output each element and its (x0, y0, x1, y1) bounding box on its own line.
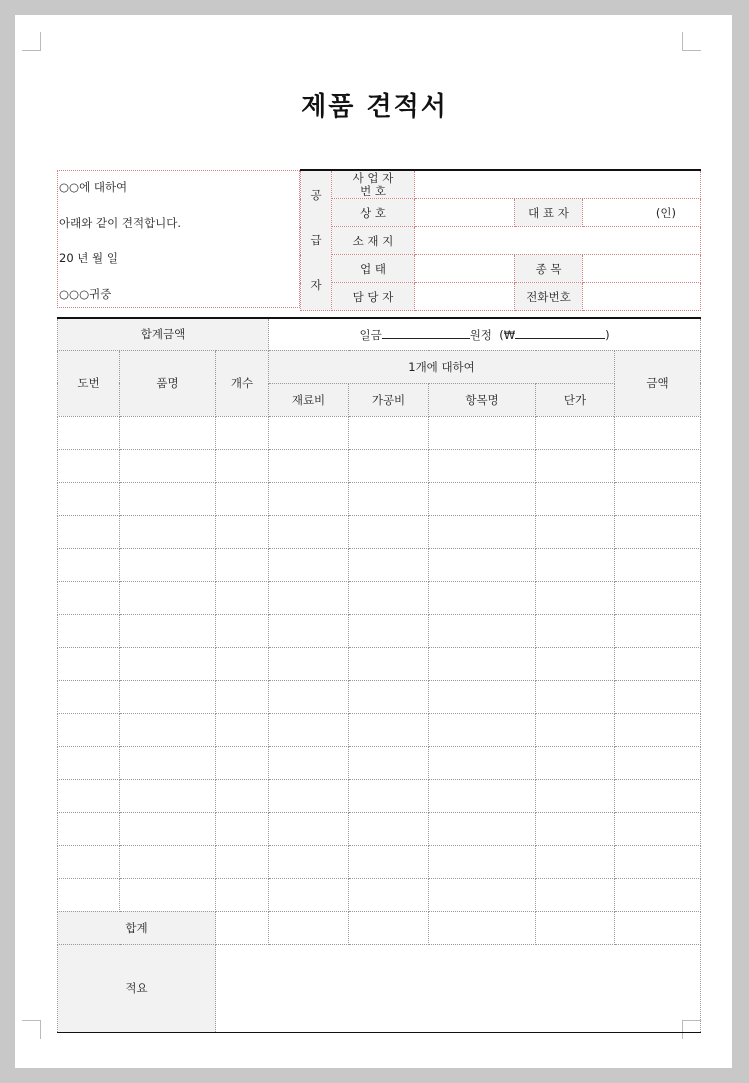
table-cell[interactable] (58, 746, 120, 779)
table-cell[interactable] (536, 482, 615, 515)
table-cell[interactable] (615, 548, 701, 581)
total-quantity-cell[interactable] (216, 911, 269, 944)
reg-no-field[interactable] (415, 170, 701, 199)
company-label: 상 호 (332, 199, 415, 227)
info-line-1: ○○에 대하여 (59, 180, 128, 194)
table-cell[interactable] (349, 845, 429, 878)
business-type-field[interactable] (415, 255, 515, 283)
info-line-3: 20 년 월 일 (59, 251, 118, 265)
col-drawing-no: 도번 (58, 350, 120, 416)
table-cell[interactable] (429, 878, 536, 911)
table-row (58, 812, 701, 845)
table-cell[interactable] (269, 482, 349, 515)
table-cell[interactable] (349, 581, 429, 614)
table-row (58, 878, 701, 911)
table-row (58, 548, 701, 581)
table-cell[interactable] (58, 581, 120, 614)
company-field[interactable] (415, 199, 515, 227)
table-cell[interactable] (58, 482, 120, 515)
table-cell[interactable] (269, 647, 349, 680)
table-cell[interactable] (349, 680, 429, 713)
phone-field[interactable] (583, 283, 701, 311)
total-unit-price-cell[interactable] (536, 911, 615, 944)
remarks-field[interactable] (216, 944, 701, 1032)
table-cell[interactable] (429, 416, 536, 449)
manager-label: 담 당 자 (332, 283, 415, 311)
table-cell[interactable] (429, 812, 536, 845)
table-cell[interactable] (120, 746, 216, 779)
recipient-info-box[interactable] (57, 170, 300, 308)
table-cell[interactable] (120, 449, 216, 482)
table-cell[interactable] (269, 746, 349, 779)
table-cell[interactable] (269, 515, 349, 548)
table-cell[interactable] (58, 515, 120, 548)
seal-mark: (인) (655, 205, 677, 220)
table-cell[interactable] (58, 779, 120, 812)
won-symbol: (₩ (499, 327, 516, 342)
table-cell[interactable] (349, 482, 429, 515)
table-cell[interactable] (536, 581, 615, 614)
address-field[interactable] (415, 227, 701, 255)
table-cell[interactable] (120, 515, 216, 548)
total-material-cell[interactable] (269, 911, 349, 944)
table-cell[interactable] (269, 779, 349, 812)
total-amount-label: 합계금액 (58, 318, 269, 350)
table-cell[interactable] (536, 449, 615, 482)
table-cell[interactable] (615, 713, 701, 746)
table-cell[interactable] (269, 845, 349, 878)
table-cell[interactable] (216, 647, 269, 680)
table-row (58, 482, 701, 515)
table-cell[interactable] (216, 449, 269, 482)
table-row (58, 449, 701, 482)
table-cell[interactable] (429, 581, 536, 614)
table-cell[interactable] (349, 548, 429, 581)
crop-mark-bottom-left (22, 1020, 41, 1039)
table-cell[interactable] (120, 680, 216, 713)
amount-korean-blank[interactable] (382, 326, 470, 339)
table-cell[interactable] (349, 812, 429, 845)
table-cell[interactable] (120, 548, 216, 581)
table-cell[interactable] (429, 647, 536, 680)
table-cell[interactable] (269, 581, 349, 614)
info-line-4: ○○○귀중 (59, 287, 112, 301)
supplier-table (300, 169, 701, 311)
table-row (58, 779, 701, 812)
col-unit-price: 단가 (536, 383, 615, 416)
table-cell[interactable] (58, 647, 120, 680)
estimate-table (57, 317, 701, 1033)
table-cell[interactable] (615, 812, 701, 845)
table-row (58, 515, 701, 548)
table-cell[interactable] (429, 449, 536, 482)
table-cell[interactable] (615, 482, 701, 515)
table-cell[interactable] (216, 515, 269, 548)
table-row (58, 416, 701, 449)
table-cell[interactable] (349, 878, 429, 911)
table-cell[interactable] (536, 647, 615, 680)
wonjeong-label: 원정 (469, 327, 492, 342)
table-cell[interactable] (269, 878, 349, 911)
document-title[interactable]: 제품 견적서 (301, 92, 448, 122)
table-cell[interactable] (536, 713, 615, 746)
table-cell[interactable] (536, 680, 615, 713)
col-material: 재료비 (269, 383, 349, 416)
table-cell[interactable] (429, 845, 536, 878)
table-cell[interactable] (120, 779, 216, 812)
table-cell[interactable] (269, 812, 349, 845)
table-cell[interactable] (216, 878, 269, 911)
total-label: 합계 (58, 911, 216, 944)
close-paren: ) (605, 327, 610, 342)
table-cell[interactable] (536, 548, 615, 581)
address-label: 소 재 지 (332, 227, 415, 255)
table-cell[interactable] (349, 647, 429, 680)
crop-mark-top-left (22, 32, 41, 51)
table-cell[interactable] (429, 680, 536, 713)
table-cell[interactable] (120, 581, 216, 614)
col-processing: 가공비 (349, 383, 429, 416)
table-cell[interactable] (58, 680, 120, 713)
table-cell[interactable] (269, 449, 349, 482)
representative-label: 대 표 자 (515, 199, 583, 227)
table-cell[interactable] (269, 416, 349, 449)
remarks-label: 적요 (58, 944, 216, 1032)
amount-number-blank[interactable] (515, 326, 605, 339)
business-item-label: 종 목 (515, 255, 583, 283)
col-amount: 금액 (615, 350, 701, 416)
col-item-name: 품명 (120, 350, 216, 416)
representative-field[interactable] (583, 199, 701, 227)
table-cell[interactable] (536, 746, 615, 779)
ilgeum-label: 일금 (359, 327, 382, 342)
table-cell[interactable] (615, 845, 701, 878)
table-cell[interactable] (615, 515, 701, 548)
table-cell[interactable] (349, 779, 429, 812)
table-cell[interactable] (615, 779, 701, 812)
table-cell[interactable] (615, 680, 701, 713)
table-cell[interactable] (349, 614, 429, 647)
table-cell[interactable] (216, 680, 269, 713)
table-cell[interactable] (349, 515, 429, 548)
business-type-label: 업 태 (332, 255, 415, 283)
table-cell[interactable] (269, 680, 349, 713)
total-processing-cell[interactable] (349, 911, 429, 944)
table-cell[interactable] (58, 548, 120, 581)
total-amount-cell[interactable] (615, 911, 701, 944)
table-cell[interactable] (120, 845, 216, 878)
table-cell[interactable] (120, 713, 216, 746)
table-cell[interactable] (536, 779, 615, 812)
table-cell[interactable] (615, 878, 701, 911)
reg-no-label: 사 업 자 번 호 (332, 170, 415, 199)
manager-field[interactable] (415, 283, 515, 311)
table-cell[interactable] (58, 713, 120, 746)
table-body (58, 416, 701, 911)
table-cell[interactable] (429, 713, 536, 746)
col-quantity: 개수 (216, 350, 269, 416)
table-cell[interactable] (615, 581, 701, 614)
table-row (58, 680, 701, 713)
table-cell[interactable] (615, 449, 701, 482)
table-cell[interactable] (216, 581, 269, 614)
table-cell[interactable] (58, 845, 120, 878)
business-item-field[interactable] (583, 255, 701, 283)
crop-mark-top-right (682, 32, 701, 51)
table-cell[interactable] (120, 812, 216, 845)
table-cell[interactable] (58, 812, 120, 845)
info-line-2: 아래와 같이 견적합니다. (59, 216, 182, 230)
table-cell[interactable] (615, 746, 701, 779)
table-row (58, 746, 701, 779)
table-cell[interactable] (429, 614, 536, 647)
table-cell[interactable] (216, 746, 269, 779)
table-cell[interactable] (536, 515, 615, 548)
table-cell[interactable] (120, 416, 216, 449)
table-cell[interactable] (536, 845, 615, 878)
table-cell[interactable] (536, 416, 615, 449)
table-cell[interactable] (349, 449, 429, 482)
supplier-side-label: 공 급 자 (301, 170, 332, 311)
table-row (58, 614, 701, 647)
table-cell[interactable] (429, 746, 536, 779)
table-cell[interactable] (349, 713, 429, 746)
table-cell[interactable] (216, 614, 269, 647)
total-amount-field[interactable] (269, 318, 701, 350)
table-cell[interactable] (429, 482, 536, 515)
table-row (58, 713, 701, 746)
table-cell[interactable] (429, 779, 536, 812)
table-cell[interactable] (216, 845, 269, 878)
table-cell[interactable] (349, 416, 429, 449)
table-cell[interactable] (615, 647, 701, 680)
table-cell[interactable] (216, 482, 269, 515)
total-item-cell[interactable] (429, 911, 536, 944)
table-cell[interactable] (429, 548, 536, 581)
table-cell[interactable] (216, 812, 269, 845)
table-cell[interactable] (615, 614, 701, 647)
table-cell[interactable] (216, 713, 269, 746)
table-cell[interactable] (120, 647, 216, 680)
table-cell[interactable] (58, 449, 120, 482)
table-cell[interactable] (269, 713, 349, 746)
table-cell[interactable] (120, 878, 216, 911)
table-cell[interactable] (58, 878, 120, 911)
phone-label: 전화번호 (515, 283, 583, 311)
table-cell[interactable] (216, 548, 269, 581)
table-row (58, 581, 701, 614)
table-cell[interactable] (58, 416, 120, 449)
table-cell[interactable] (536, 878, 615, 911)
table-cell[interactable] (429, 515, 536, 548)
table-row (58, 845, 701, 878)
table-cell[interactable] (536, 812, 615, 845)
table-cell[interactable] (58, 614, 120, 647)
table-cell[interactable] (216, 779, 269, 812)
table-cell[interactable] (269, 614, 349, 647)
col-item: 항목명 (429, 383, 536, 416)
table-cell[interactable] (615, 416, 701, 449)
table-cell[interactable] (536, 614, 615, 647)
table-cell[interactable] (216, 416, 269, 449)
table-cell[interactable] (269, 548, 349, 581)
table-cell[interactable] (349, 746, 429, 779)
table-row (58, 647, 701, 680)
table-cell[interactable] (120, 482, 216, 515)
table-cell[interactable] (120, 614, 216, 647)
col-per-unit: 1개에 대하여 (269, 350, 615, 383)
